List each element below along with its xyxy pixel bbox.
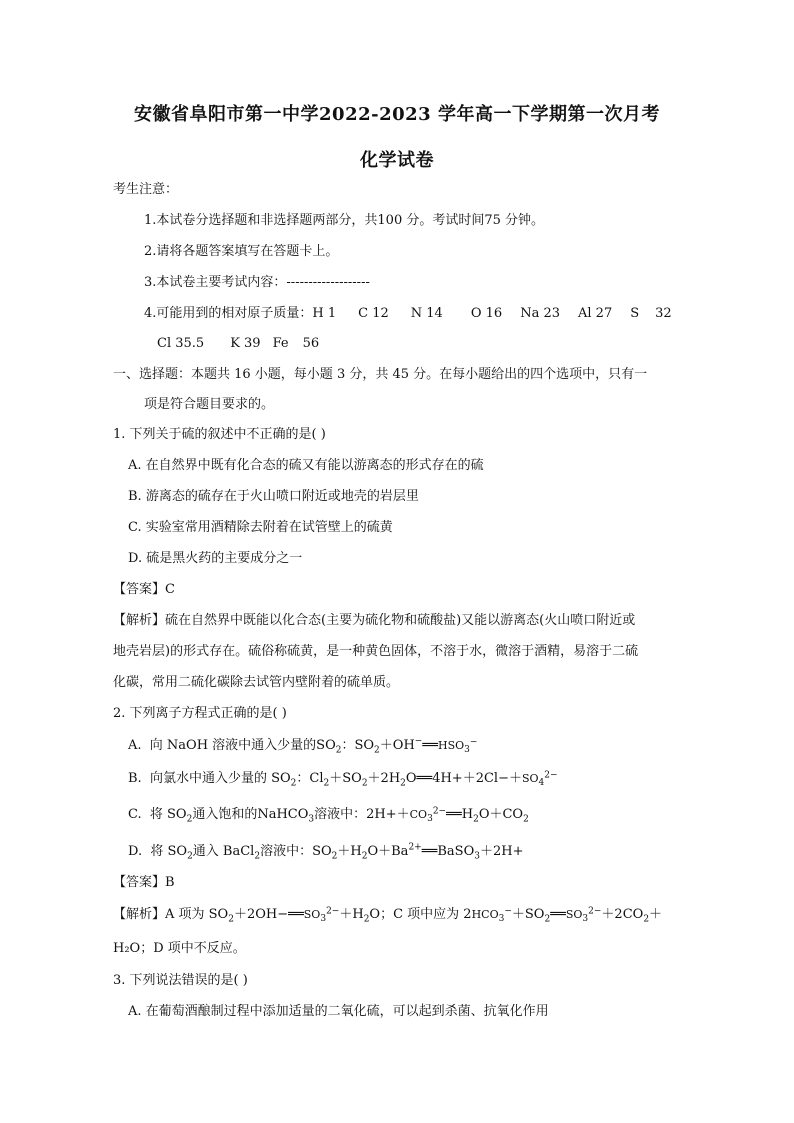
q2-answer: 【答案】B <box>113 875 175 890</box>
exam-subtitle: 化学试卷 <box>360 150 434 171</box>
exam-title: 安徽省阜阳市第一中学2022-2023 学年高一下学期第一次月考 <box>134 104 660 125</box>
q1-option-d: D. 硫是黑火药的主要成分之一 <box>128 551 303 566</box>
section-1-heading-cont: 项是符合题目要求的。 <box>144 397 275 412</box>
mass-n: N 14 <box>410 306 443 321</box>
mass-o: O 16 <box>470 306 503 321</box>
mass-c: C 12 <box>358 306 389 321</box>
q1-analysis-2: 地壳岩层)的形式存在。硫俗称硫黄，是一种黄色固体，不溶于水，微溶于酒精，易溶于二硫 <box>113 644 639 659</box>
notice-heading: 考生注意： <box>113 182 179 197</box>
notice-item-4-cont <box>157 335 319 353</box>
section-1-heading: 一、选择题：本题共 16 小题，每小题 3 分，共 45 分。在每小题给出的四个选项中，只有一 <box>113 367 648 382</box>
q2-option-d: D. 将 $SO_2$通入 BaCl$_2$溶液中：$SO_2+H_2O+Ba^{2+}══BaSO_3+2H+$ <box>128 842 524 862</box>
q1-stem: 1. 下列关于硫的叙述中不正确的是( ) <box>113 427 326 442</box>
q1-option-b: B. 游离态的硫存在于火山喷口附近或地壳的岩层里 <box>128 489 419 504</box>
notice-item-1: 1.本试卷分选择题和非选择题两部分，共100 分。考试时间75 分钟。 <box>144 213 545 228</box>
mass-cl: Cl 35.5 <box>157 336 205 351</box>
mass-al: Al 27 <box>578 306 613 321</box>
mass-k: K 39 <box>230 336 261 351</box>
mass-fe-value: 56 <box>302 336 320 351</box>
q1-answer: 【答案】C <box>113 582 175 597</box>
notice-item-4 <box>144 305 672 323</box>
q2-option-c: C. 将 $SO_2$通入饱和的NaHCO$_3$溶液中：$2H++CO_3^{2-}══H_2O+CO_2$ <box>128 806 529 825</box>
q2-analysis-1: 【解析】A 项为 $SO_2+2OH-══SO_3^{2-}+H_2O$；C 项中应为 $2HCO_3^-+SO_2══SO_3^{2-}+2CO_2+$ <box>113 906 663 925</box>
q1-option-c: C. 实验室常用酒精除去附着在试管壁上的硫黄 <box>128 520 393 535</box>
mass-s: S <box>630 306 640 321</box>
q2-stem: 2. 下列离子方程式正确的是( ) <box>113 706 287 721</box>
q1-option-a: A. 在自然界中既有化合态的硫又有能以游离态的形式存在的硫 <box>128 458 484 473</box>
q3-option-a: A. 在葡萄酒酿制过程中添加适量的二氧化硫，可以起到杀菌、抗氧化作用 <box>128 1004 549 1019</box>
mass-fe: Fe <box>272 336 289 351</box>
notice-item-4-label: 4.可能用到的相对原子质量： <box>144 306 313 321</box>
mass-s-value: 32 <box>655 306 672 321</box>
q2-option-b: B. 向氯水中通入少量的 $SO_2$：$Cl_2+SO_2+2H_2O══4H++2Cl-+SO_4^{2-}$ <box>128 770 558 789</box>
q1-analysis-3: 化碳，常用二硫化碳除去试管内壁附着的硫单质。 <box>113 675 400 690</box>
q1-analysis-1: 【解析】硫在自然界中既能以化合态(主要为硫化物和硫酸盐)又能以游离态(火山喷口附近或 <box>113 613 636 628</box>
notice-item-3: 3.本试卷主要考试内容：------------------- <box>144 275 370 290</box>
q2-option-a: A. 向 NaOH 溶液中通入少量的$SO_2$：$SO_2+OH^-══HSO_3^-$ <box>128 736 478 756</box>
mass-na: Na 23 <box>520 306 560 321</box>
notice-item-2: 2.请将各题答案填写在答题卡上。 <box>144 244 339 259</box>
q3-stem: 3. 下列说法错误的是( ) <box>113 973 248 988</box>
mass-h: H 1 <box>312 306 337 321</box>
q2-analysis-2: H₂O；D 项中不反应。 <box>113 941 246 956</box>
